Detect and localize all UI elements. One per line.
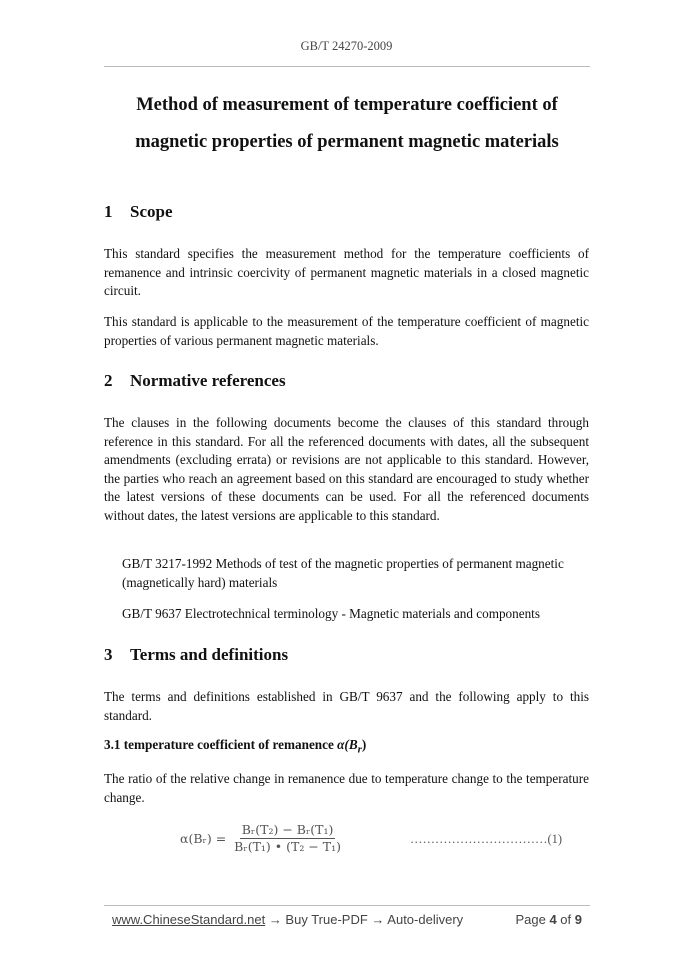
total-pages: 9 — [574, 912, 582, 927]
section-number: 2 — [104, 371, 113, 390]
section-number: 1 — [104, 202, 113, 221]
formula-denominator: Bᵣ(T₁) • (T₂ − T₁) — [234, 839, 341, 854]
paragraph: This standard specifies the measurement method for the temperature coefficients of remanence and intrinsic coercivity of permanent magnetic materials in a closed magnetic circuit. — [104, 246, 589, 299]
title-line: Method of measurement of temperature coefficient of — [136, 95, 558, 115]
subsection-heading — [104, 737, 366, 756]
section-number: 3 — [104, 645, 113, 664]
section-heading — [104, 645, 288, 665]
equation-number: ……………………………(1) — [410, 832, 563, 846]
formula-lhs: α(Bᵣ) = — [180, 830, 227, 846]
footer-promo — [112, 912, 463, 927]
website-link[interactable]: www.ChineseStandard.net — [112, 912, 266, 927]
page-label: Page — [515, 912, 546, 927]
reference-item: GB/T 9637 Electrotechnical terminology - Magnetic materials and components — [122, 606, 540, 621]
of-label: of — [560, 912, 572, 927]
reference-item: GB/T 3217-1992 Methods of test of the magnetic properties of permanent magnetic (magnetically hard) materials — [122, 556, 564, 590]
formula-fraction — [234, 822, 341, 854]
paragraph: The clauses in the following documents become the clauses of this standard through reference in this standard. For all the referenced documents with dates, all the subsequent amendments (excluding errata) or revisions are not applicable to this standard. However, the parties who reach an agreement based on this standard are encouraged to study whether the latest versions of these documents can be used. For all the referenced documents without dates, the latest versions are applicable to this standard. — [104, 415, 589, 523]
footer-divider — [104, 905, 590, 906]
header-divider — [104, 66, 590, 67]
symbol-subscript: r — [357, 743, 362, 756]
section-heading — [104, 202, 173, 222]
paragraph: The ratio of the relative change in remanence due to temperature change to the temperature change. — [104, 771, 589, 805]
paragraph: This standard is applicable to the measurement of the temperature coefficient of magnetic properties of various permanent magnetic materials. — [104, 314, 589, 348]
section-title: Terms and definitions — [130, 645, 289, 664]
subsection-title: 3.1 temperature coefficient of remanence — [104, 737, 334, 752]
current-page: 4 — [549, 912, 557, 927]
page-indicator — [515, 912, 582, 927]
footer-text: → Buy True-PDF → Auto-delivery — [265, 912, 464, 927]
section-title: Normative references — [130, 371, 286, 390]
section-heading — [104, 371, 286, 391]
paragraph: The terms and definitions established in GB/T 9637 and the following apply to this standard. — [104, 689, 589, 723]
title-line: magnetic properties of permanent magnetic materials — [135, 132, 559, 152]
section-title: Scope — [130, 202, 173, 221]
formula-1 — [180, 822, 341, 854]
page-header: GB/T 24270-2009 — [300, 39, 393, 53]
formula-numerator: Bᵣ(T₂) − Bᵣ(T₁) — [241, 822, 334, 837]
symbol-close: ) — [361, 737, 367, 752]
document-title — [104, 87, 590, 161]
page-footer — [112, 912, 582, 927]
symbol: α(B — [337, 737, 358, 752]
